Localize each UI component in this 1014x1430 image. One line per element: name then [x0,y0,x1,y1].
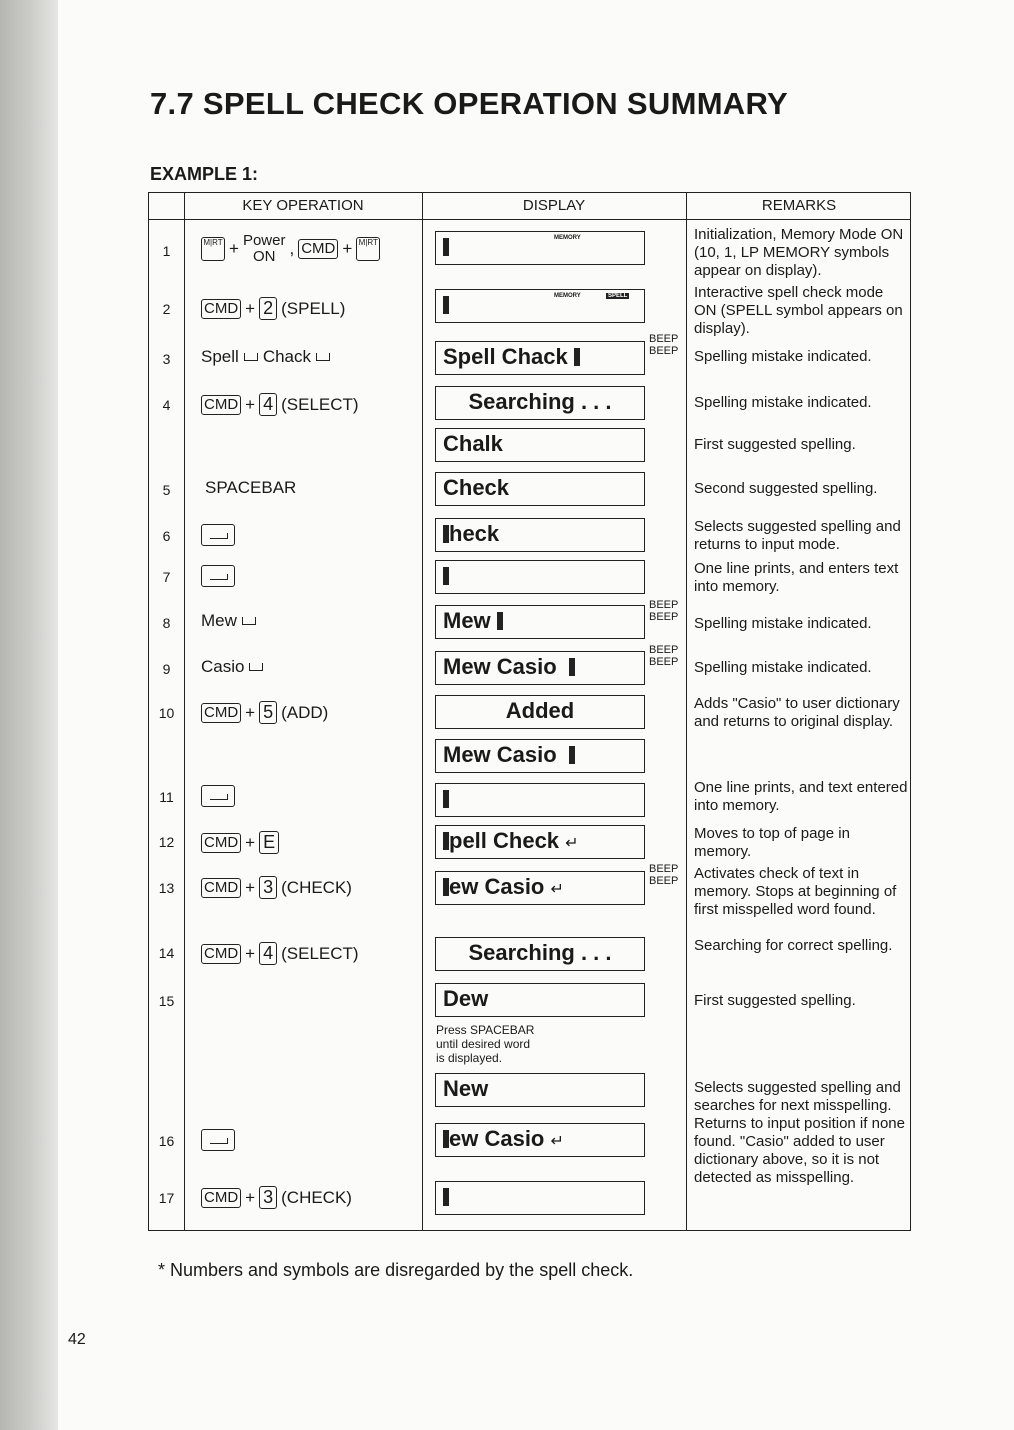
header-divider [149,219,910,220]
row-number: 10 [158,705,175,721]
remark: Initialization, Memory Mode ON (10, 1, LP MEMORY symbols appear on display). [694,226,904,279]
page-number: 42 [68,1331,86,1348]
operation-row-2 [201,297,345,320]
cursor-block [574,348,580,366]
lcd-display [435,825,645,859]
lcd-display [435,651,645,685]
display-text: Check [443,475,510,500]
row-number: 4 [162,397,171,413]
lcd-display [435,472,645,506]
row-number: 16 [158,1133,175,1149]
display-text: New [443,1076,489,1101]
remark: Interactive spell check mode ON (SPELL symbol appears on display). [694,284,903,337]
operation-table [148,192,911,1231]
header-key-operation: KEY OPERATION [242,197,364,214]
memory-symbol: MEMORY [554,293,581,299]
cursor-block [569,746,575,764]
row-number: 7 [162,569,171,585]
key-3: 3 [259,876,277,899]
lcd-display [435,783,645,817]
cmd-key: CMD [201,1188,241,1208]
plus-sign: + [245,298,256,318]
column-divider [686,193,687,1230]
remark: First suggested spelling. [694,436,856,453]
book-spine-shadow [0,0,58,1430]
return-key-icon [201,565,235,587]
select-function-label: (SELECT) [281,394,359,414]
display-text: ew Casio [449,874,545,899]
lcd-display [435,739,645,773]
display-text: ew Casio [449,1126,545,1151]
row-number: 12 [158,834,175,850]
space-symbol [249,663,263,671]
lcd-display [435,341,645,375]
column-divider [422,193,423,1230]
operation-row-10 [201,701,328,724]
add-function-label: (ADD) [281,702,329,722]
row-number: 11 [159,789,174,805]
plus-sign: + [245,1187,256,1207]
space-symbol [242,617,256,625]
operation-row-3 [201,347,331,367]
remark: Spelling mistake indicated. [694,348,872,365]
comma: , [289,239,295,258]
lcd-display [435,605,645,639]
remark: Spelling mistake indicated. [694,394,872,411]
display-text: Mew Casio [443,742,557,767]
remark: Second suggested spelling. [694,480,878,497]
remark: First suggested spelling. [694,992,856,1009]
display-text: Mew [443,608,491,633]
display-text: Added [505,698,575,723]
plus-sign: + [245,702,256,722]
operation-row-11 [201,785,235,807]
return-mark: ↵ [550,881,564,898]
lcd-display [435,1073,645,1107]
lcd-display [435,1181,645,1215]
remark: Spelling mistake indicated. [694,659,872,676]
power-label: Power [242,232,286,249]
cursor-block [443,790,449,808]
operation-row-12 [201,831,279,854]
key-e: E [259,831,279,854]
remark: Spelling mistake indicated. [694,615,872,632]
row-number: 15 [158,993,175,1009]
cmd-key: CMD [201,703,241,723]
operation-row-16 [201,1129,235,1151]
spell-function-label: (SPELL) [281,298,346,318]
operation-row-4 [201,393,359,416]
spacebar-label: SPACEBAR [205,478,297,497]
header-remarks: REMARKS [761,197,837,214]
note-line: is displayed. [436,1051,503,1065]
display-text: Dew [443,986,489,1011]
cursor-block [443,238,449,256]
beep-indicator: BEEP BEEP [649,863,679,887]
plus-sign: + [245,394,256,414]
lcd-display [435,871,645,905]
note-line: until desired word [436,1037,531,1051]
check-function-label: (CHECK) [281,877,352,897]
remark: Adds "Casio" to user dictionary and returns to original display. [694,695,900,730]
cursor-block [497,612,503,630]
key-2: 2 [259,297,277,320]
operation-row-5 [205,478,296,498]
typed-word: Chack [262,347,311,366]
lcd-display [435,518,645,552]
typed-word: Mew [201,611,237,630]
display-text: Searching . . . [468,389,612,414]
lcd-display [435,231,645,265]
return-mark: ↵ [565,835,579,852]
lcd-display [435,289,645,323]
beep-indicator: BEEP BEEP [649,333,679,357]
memory-return-key: M|RT [356,237,380,261]
operation-row-6 [201,524,235,546]
row-number: 8 [162,615,171,631]
return-mark: ↵ [550,1133,564,1150]
spell-symbol: SPELL [608,293,628,299]
beep-indicator: BEEP BEEP [649,644,679,668]
lcd-display [435,1123,645,1157]
key-4: 4 [259,393,277,416]
example-label: EXAMPLE 1: [150,164,259,184]
operation-row-7 [201,565,235,587]
return-key-icon [201,785,235,807]
cmd-key: CMD [201,878,241,898]
row-number: 17 [158,1190,175,1206]
remark: One line prints, and text entered into memory. [694,779,908,814]
footnote: * Numbers and symbols are disregarded by the spell check. [158,1260,634,1280]
return-key-icon [201,1129,235,1151]
plus-sign: + [245,832,256,852]
cmd-key: CMD [201,944,241,964]
operation-row-8 [201,611,257,631]
plus-sign: + [245,943,256,963]
spacebar-note [436,1023,534,1065]
beep-indicator: BEEP BEEP [649,599,679,623]
row-number: 2 [162,301,171,317]
cmd-key: CMD [201,833,241,853]
display-text: heck [449,521,500,546]
space-symbol [316,353,330,361]
remark: One line prints, and enters text into memory. [694,560,899,595]
key-5: 5 [259,701,277,724]
cursor-block [569,658,575,676]
select-function-label: (SELECT) [281,943,359,963]
operation-row-14 [201,942,359,965]
row-number: 6 [162,528,171,544]
remark: Selects suggested spelling and returns to input mode. [694,518,901,553]
cmd-key: CMD [298,239,338,259]
remark: Searching for correct spelling. [694,937,893,954]
lcd-display [435,428,645,462]
row-number: 14 [158,945,175,961]
lcd-display [435,386,645,420]
cmd-key: CMD [201,299,241,319]
display-text: Spell Chack [443,344,568,369]
plus-sign: + [342,239,353,258]
lcd-display [435,560,645,594]
cmd-key: CMD [201,395,241,415]
cursor-block [443,567,449,585]
display-text: Chalk [443,431,503,456]
typed-word: Spell [201,347,239,366]
on-label: ON [252,248,276,265]
display-text: Mew Casio [443,654,557,679]
remark: Moves to top of page in memory. [694,825,850,860]
remark: Selects suggested spelling and searches for next misspelling. Returns to input position if none found. "Casio" added to user dictionary above, so it is not detected as misspelling. [694,1079,905,1186]
operation-row-9 [201,657,264,677]
display-text: pell Check [449,828,560,853]
memory-symbol: MEMORY [554,235,581,241]
typed-word: Casio [201,657,245,676]
page-title: 7.7 SPELL CHECK OPERATION SUMMARY [150,86,789,121]
key-4: 4 [259,942,277,965]
memory-return-key: M|RT [201,237,225,261]
row-number: 9 [162,661,171,677]
header-display: DISPLAY [522,197,586,214]
row-number: 1 [162,243,171,259]
note-line: Press SPACEBAR [436,1023,535,1037]
plus-sign: + [229,239,239,258]
row-number: 3 [162,351,171,367]
operation-row-17 [201,1186,352,1209]
lcd-display [435,983,645,1017]
cursor-block [443,1188,449,1206]
operation-row-13 [201,876,352,899]
row-number: 13 [158,880,175,896]
return-key-icon [201,524,235,546]
row-number: 5 [162,482,171,498]
check-function-label: (CHECK) [281,1187,352,1207]
power-on-label [243,233,286,265]
lcd-display [435,937,645,971]
space-symbol [244,353,258,361]
operation-row-1 [201,233,380,265]
remark: Activates check of text in memory. Stops at beginning of first misspelled word found. [694,865,897,918]
display-text: Searching . . . [468,940,612,965]
cursor-block [443,296,449,314]
column-divider [184,193,185,1230]
plus-sign: + [245,877,256,897]
lcd-display [435,695,645,729]
key-3: 3 [259,1186,277,1209]
